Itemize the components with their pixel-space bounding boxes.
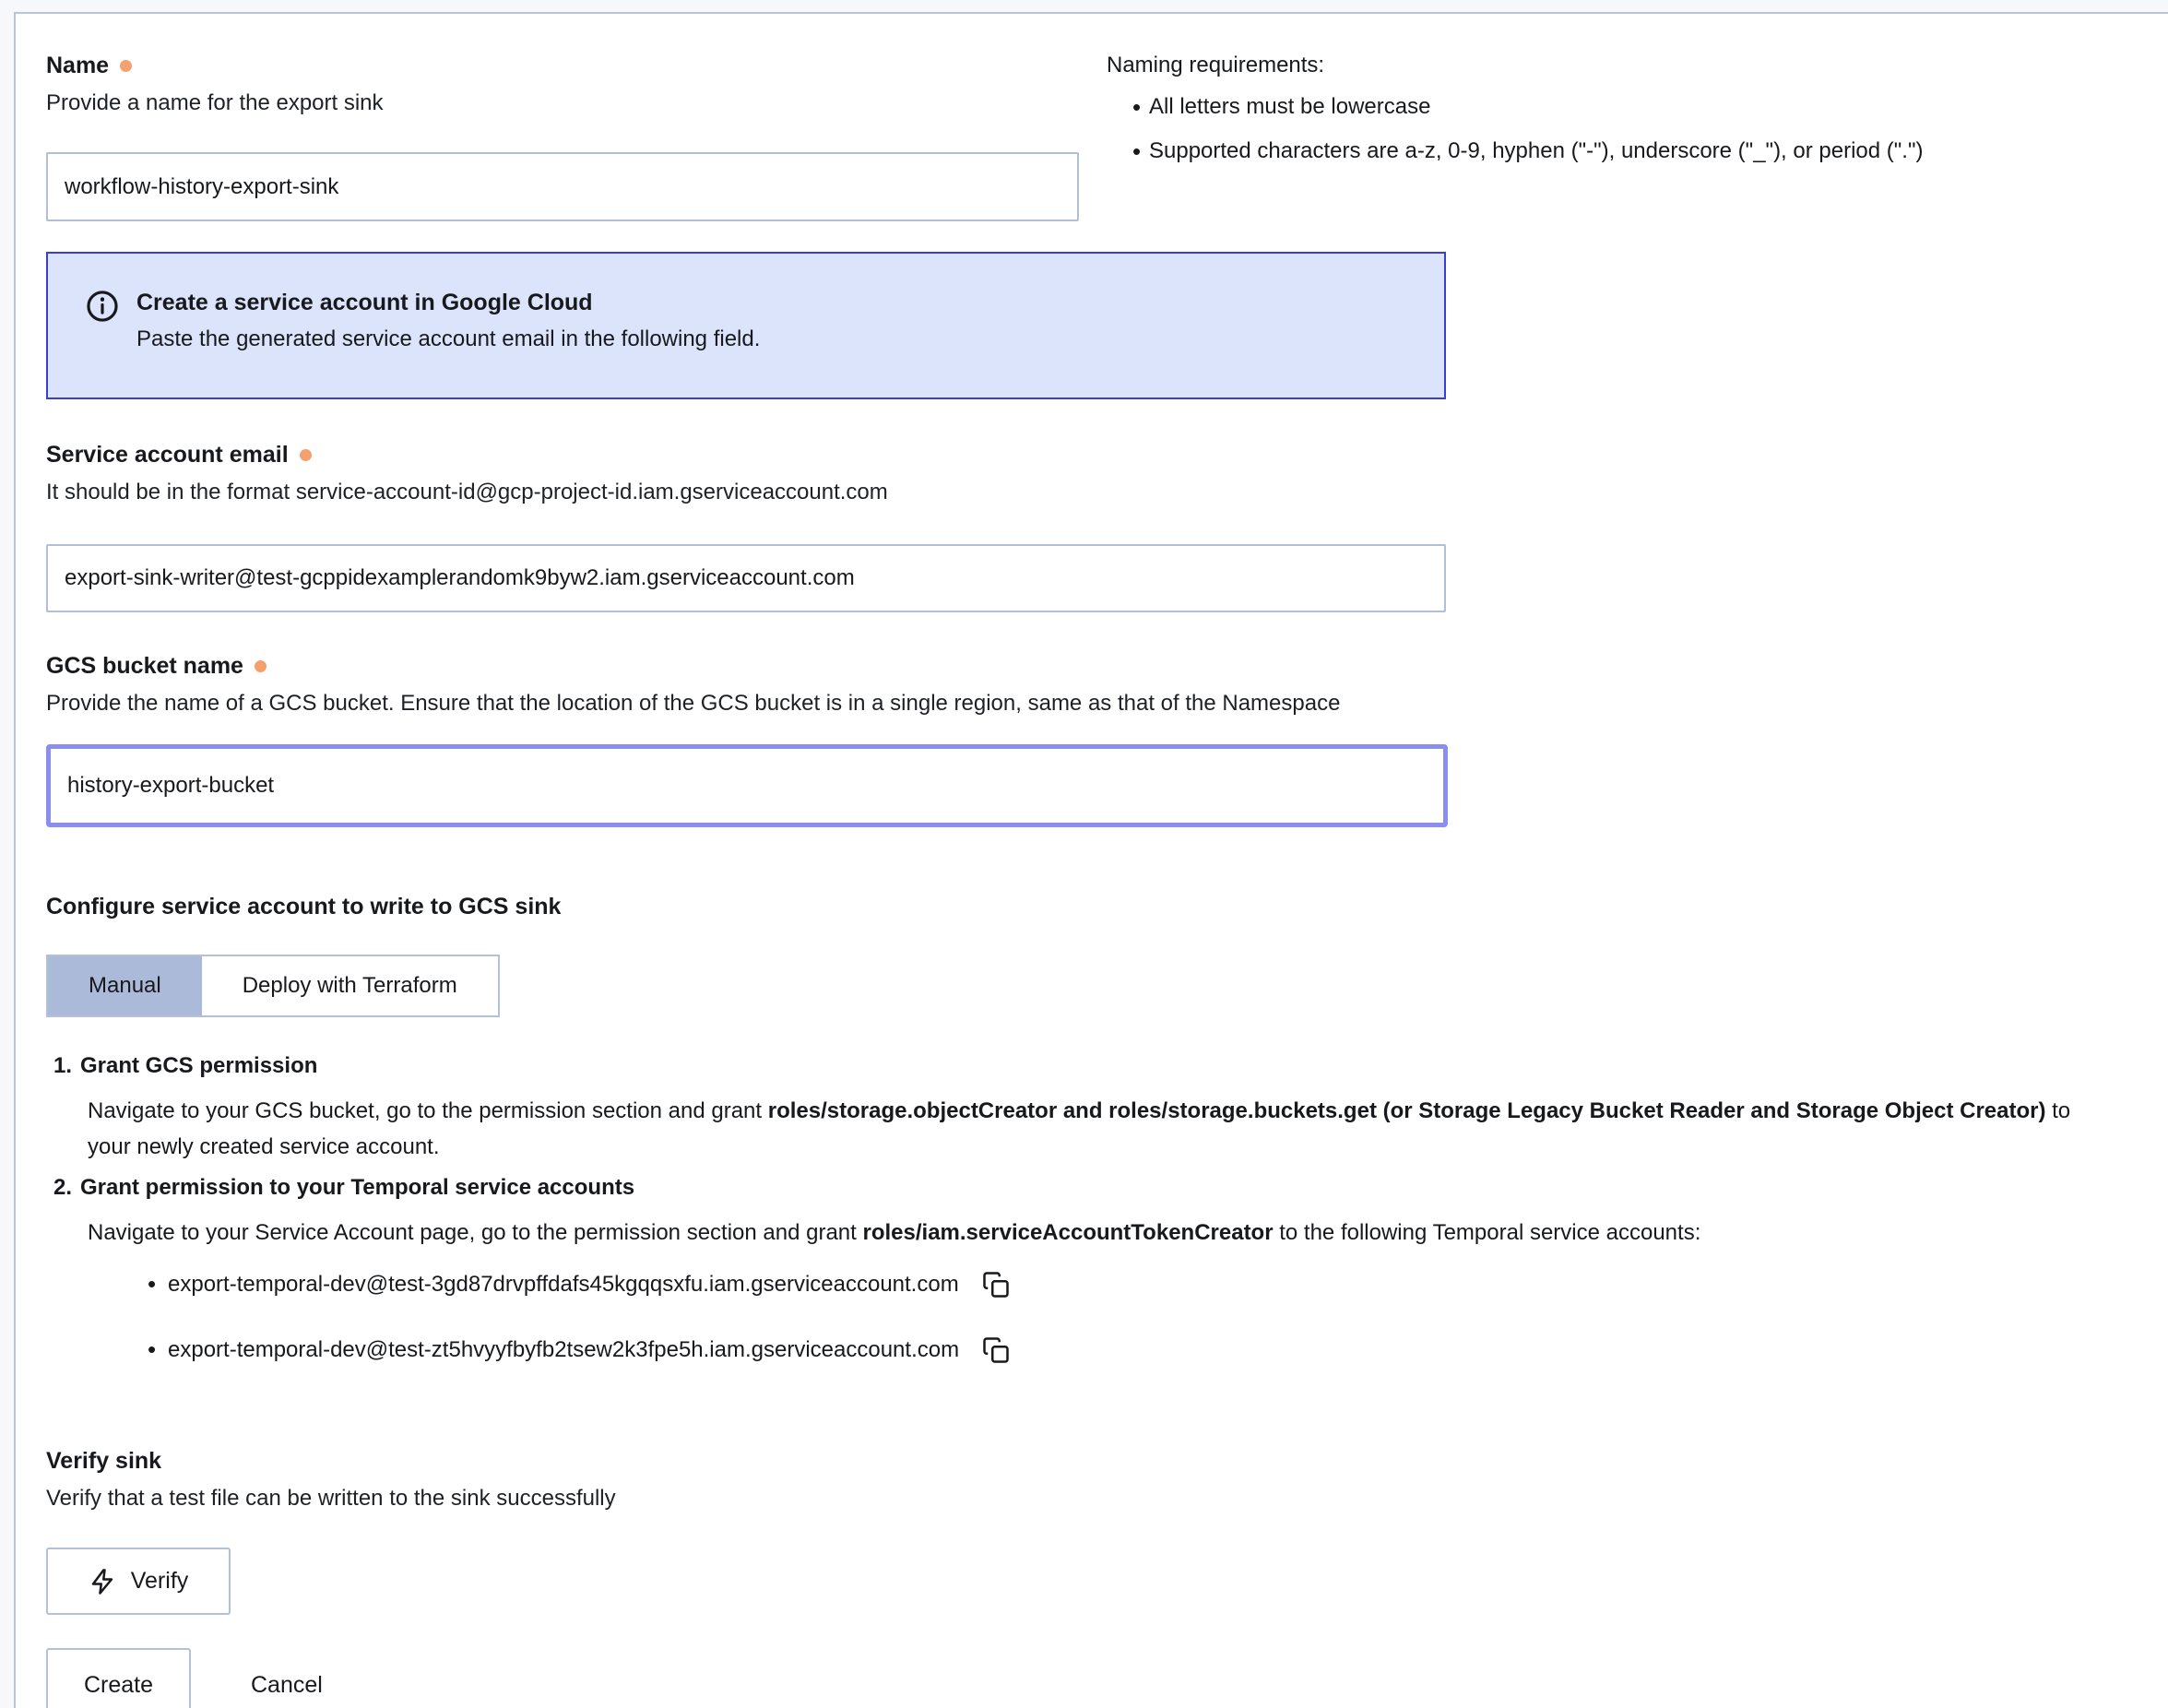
create-button[interactable]: Create <box>46 1648 191 1708</box>
verify-button[interactable] <box>46 1548 231 1615</box>
gcs-bucket-description: Provide the name of a GCS bucket. Ensure that the location of the GCS bucket is in a single region, same as that of the Namespace <box>46 691 1341 716</box>
gcs-bucket-section <box>46 651 2168 827</box>
name-section <box>46 51 2168 221</box>
info-banner-description: Paste the generated service account email in the following field. <box>136 326 761 351</box>
configure-tabs <box>46 955 500 1017</box>
service-account-email: • export-temporal-dev@test-3gd87drvpffdafs45kgqqsxfu.iam.gserviceaccount.com <box>168 1272 959 1297</box>
naming-requirement-item: • All letters must be lowercase <box>1107 93 2168 121</box>
name-label-text: Name <box>46 53 110 78</box>
service-account-section <box>46 440 2168 612</box>
verify-sink-section <box>46 1446 2168 1512</box>
tab-manual[interactable]: Manual <box>48 956 202 1015</box>
step-grant-gcs-permission <box>46 1051 2168 1165</box>
service-account-description: It should be in the format service-account-id@gcp-project-id.iam.gserviceaccount.com <box>46 480 888 504</box>
form-actions <box>46 1648 2168 1708</box>
gcs-bucket-label <box>46 651 2168 681</box>
step-title-text: Grant GCS permission <box>80 1053 318 1078</box>
step-body <box>88 1215 2107 1251</box>
tab-deploy-with-terraform[interactable]: Deploy with Terraform <box>202 956 498 1015</box>
naming-requirement-item: • Supported characters are a-z, 0-9, hyphen ("-"), underscore ("_"), or period (".") <box>1107 137 2168 165</box>
naming-requirements-title: Naming requirements: <box>1107 53 1325 77</box>
gcs-bucket-name-input[interactable] <box>46 744 1448 827</box>
service-account-email: • export-temporal-dev@test-zt5hvyyfbyfb2tsew2k3fpe5h.iam.gserviceaccount.com <box>168 1337 960 1362</box>
required-dot-icon <box>300 449 312 461</box>
step-body-text: Navigate to your GCS bucket, go to the permission section and grant <box>88 1098 768 1123</box>
name-description: Provide a name for the export sink <box>46 90 384 115</box>
zap-icon <box>89 1568 116 1595</box>
copy-icon[interactable] <box>981 1335 1011 1365</box>
required-dot-icon <box>120 60 132 72</box>
step-body-bold-text: roles/iam.serviceAccountTokenCreator <box>862 1220 1274 1245</box>
info-banner <box>46 252 1446 399</box>
service-account-email-input[interactable] <box>46 544 1446 612</box>
service-account-label <box>46 440 2168 469</box>
create-export-sink-panel <box>14 12 2168 1708</box>
step-number: 2. <box>53 1175 73 1200</box>
info-banner-title: Create a service account in Google Cloud <box>136 290 593 315</box>
info-icon <box>85 289 120 324</box>
temporal-service-accounts-list <box>46 1270 2168 1365</box>
name-input[interactable] <box>46 152 1079 221</box>
naming-requirements <box>1107 51 2168 221</box>
service-account-label-text: Service account email <box>46 442 289 468</box>
copy-icon[interactable] <box>981 1270 1011 1299</box>
cancel-button[interactable]: Cancel <box>232 1648 341 1708</box>
step-body-text: to your newly created service account. <box>88 1098 2071 1159</box>
step-number: 1. <box>53 1053 73 1078</box>
service-account-item <box>46 1270 2168 1299</box>
verify-sink-title: Verify sink <box>46 1448 162 1474</box>
step-body <box>88 1093 2107 1165</box>
verify-sink-description: Verify that a test file can be written to the sink successfully <box>46 1486 616 1511</box>
gcs-bucket-label-text: GCS bucket name <box>46 653 243 679</box>
required-dot-icon <box>255 660 267 672</box>
step-title-text: Grant permission to your Temporal service accounts <box>80 1175 635 1200</box>
step-body-text: to the following Temporal service accounts: <box>1273 1220 1701 1245</box>
manual-steps <box>46 1051 2168 1251</box>
service-account-item <box>46 1335 2168 1365</box>
step-body-bold-text: roles/storage.objectCreator and roles/storage.buckets.get (or Storage Legacy Bucket Reader and Storage Object Creator) <box>767 1098 2046 1123</box>
step-grant-temporal-permission <box>46 1173 2168 1251</box>
verify-button-label: Verify <box>130 1568 189 1594</box>
step-body-text: Navigate to your Service Account page, go to the permission section and grant <box>88 1220 863 1245</box>
configure-section-title: Configure service account to write to GCS sink <box>46 894 562 919</box>
name-label <box>46 51 1079 80</box>
